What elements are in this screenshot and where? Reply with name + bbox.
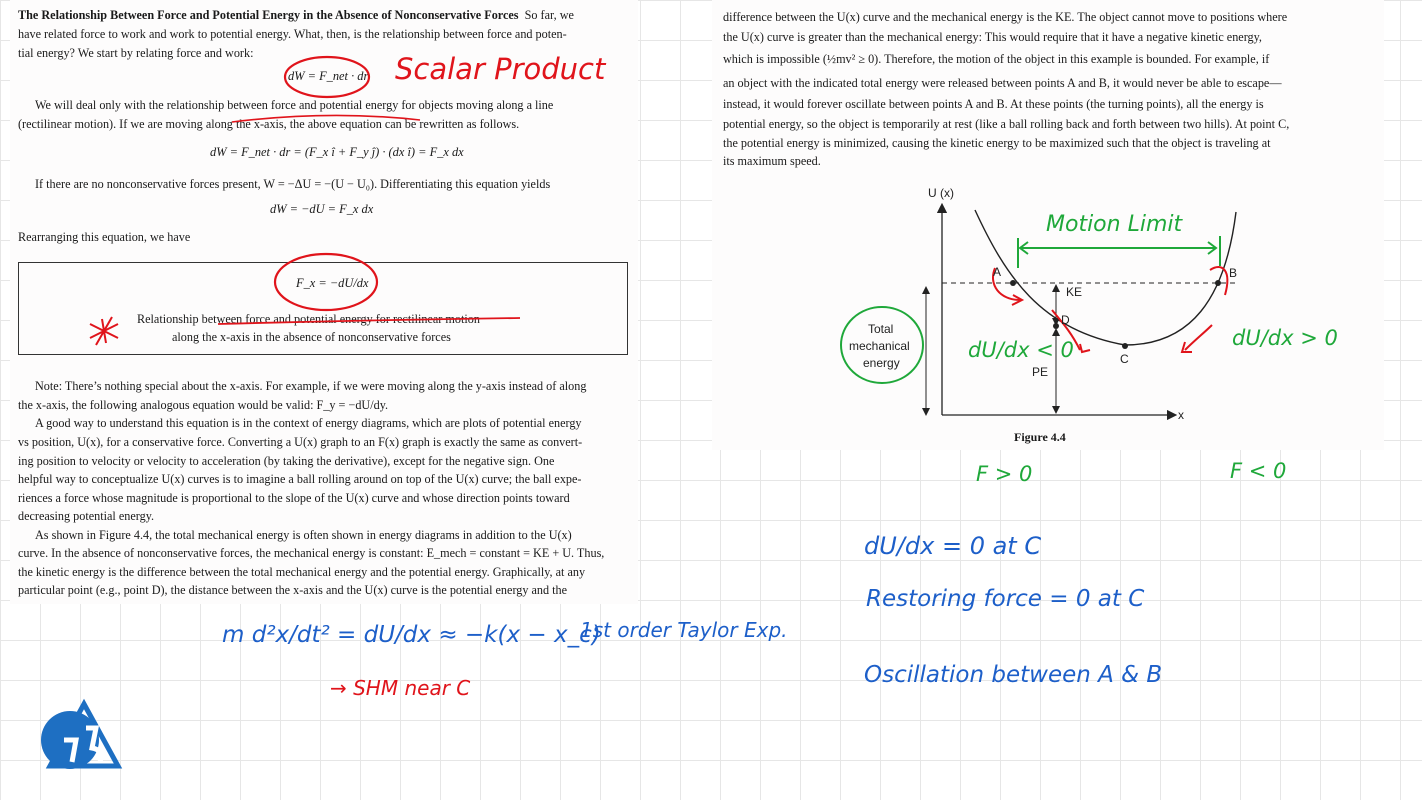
paragraph-line: the kinetic energy is the difference between the total mechanical energy and the potential energy. Graphically, at any [18,565,586,579]
paragraph-line: A good way to understand this equation is in the context of energy diagrams, which are plots of potential energy [35,416,582,430]
equation-work: dW = F_net · dr [288,69,369,83]
paragraph-line: Note: There’s nothing special about the x-axis. For example, if we were moving along the y-axis instead of along [35,379,587,393]
point-d-marker [1053,323,1059,329]
annotation-force-negative: F < 0 [1230,459,1287,483]
box-caption-line: Relationship between force and potential energy for rectilinear motion [137,312,480,326]
paragraph-line: We will deal only with the relationship between force and potential energy for objects moving along a line [35,98,554,112]
point-a-marker [1010,280,1016,286]
paragraph-line: (rectilinear motion). If we are moving along the x-axis, the above equation can be rewritten as follows. [18,117,520,131]
point-a-label: A [993,265,1002,279]
annotation-motion-limit: Motion Limit [1046,212,1183,237]
paragraph-line: Rearranging this equation, we have [18,230,191,244]
annotation-scalar-product: Scalar Product [395,52,606,86]
pe-label: PE [1032,365,1049,379]
paragraph-line: helpful way to conceptualize U(x) curves is to imagine a ball rolling around on top of the U(x) curve; the ball expe- [18,472,582,486]
paragraph-line: decreasing potential energy. [18,509,155,523]
paragraph-line: instead, it would forever oscillate between points A and B. At these points (the turning points), all the energy is [723,97,1264,111]
note-restoring-force: Restoring force = 0 at C [866,586,1145,612]
note-taylor-expansion: 1st order Taylor Exp. [580,618,788,642]
equation-differential: dW = −dU = F_x dx [270,202,374,216]
point-b-marker [1215,280,1221,286]
total-energy-label-3: energy [863,356,900,370]
total-energy-label-2: mechanical [849,339,910,353]
ke-label: KE [1066,285,1083,299]
paragraph-line: which is impossible (½mv² ≥ 0). Therefore, the motion of the object in this example is bounded. For example, if [723,52,1270,66]
figure-caption: Figure 4.4 [1014,430,1066,444]
paragraph-line: difference between the U(x) curve and the mechanical energy is the KE. The object cannot move to positions where [723,10,1288,24]
paragraph-line: riences a force whose magnitude is proportional to the slope of the U(x) curve and whose direction points toward [18,491,570,505]
annotation-slope-positive: dU/dx > 0 [1232,326,1338,350]
box-caption-line: along the x-axis in the absence of nonconservative forces [172,330,451,344]
equation-work-expanded: dW = F_net · dr = (F_x î + F_y ĵ) · (dx î) = F_x dx [210,145,464,159]
section-heading: The Relationship Between Force and Potential Energy in the Absence of Nonconservative Forces [18,8,519,22]
paragraph-line: have related force to work and work to potential energy. What, then, is the relationship between force and poten- [18,27,567,41]
paragraph-line: particular point (e.g., point D), the distance between the x-axis and the U(x) curve is the potential energy and the [18,583,568,597]
note-shm: → SHM near C [330,676,471,700]
annotation-force-positive: F > 0 [976,462,1033,486]
note-taylor-equation: m d²x/dt² = dU/dx ≈ −k(x − x_c) [222,622,601,648]
point-d-label: D [1061,313,1070,327]
paragraph-line: its maximum speed. [723,154,821,168]
y-axis-label: U (x) [928,186,954,200]
paragraph-line: potential energy, so the object is temporarily at rest (like a ball rolling back and forth between two hills). At point C, [723,117,1290,131]
paragraph-line: ing position to velocity or velocity to acceleration (by taking the derivative), except for the negative sign. One [18,454,555,468]
point-c-marker [1122,343,1128,349]
note-oscillation: Oscillation between A & B [864,662,1163,688]
paragraph-line: the x-axis, the following analogous equation would be valid: F_y = −dU/dy. [18,398,389,412]
paragraph-line: tial energy? We start by relating force and work: [18,46,254,60]
equation-force-potential: F_x = −dU/dx [296,276,369,290]
paragraph-line: the potential energy is minimized, causing the kinetic energy to be maximized such that the object is traveling at [723,136,1271,150]
point-b-label: B [1229,266,1238,280]
annotation-slope-negative: dU/dx < 0 [968,338,1074,362]
x-axis-label: x [1178,408,1184,422]
note-slope-zero: dU/dx = 0 at C [864,532,1042,560]
logo-icon [34,700,124,772]
total-energy-label-1: Total [868,322,894,336]
paragraph-line: vs position, U(x), for a conservative force. Converting a U(x) graph to an F(x) graph is exactly the same as convert- [18,435,583,449]
paragraph-line: the U(x) curve is greater than the mechanical energy: This would require that it have a negative kinetic energy, [723,30,1262,44]
paragraph-line: If there are no nonconservative forces present, W = −ΔU = −(U − U₀). Differentiating this equation yields [35,177,551,191]
paragraph-line: curve. In the absence of nonconservative forces, the mechanical energy is constant: E_mech = constant = KE + U. Thus, [18,546,605,560]
paragraph-line: an object with the indicated total energy were released between points A and B, it would never be able to escape— [723,76,1282,90]
paragraph-text: So far, we [524,8,574,22]
point-c-label: C [1120,352,1129,366]
paragraph-line: As shown in Figure 4.4, the total mechanical energy is often shown in energy diagrams in addition to the U(x) [35,528,572,542]
